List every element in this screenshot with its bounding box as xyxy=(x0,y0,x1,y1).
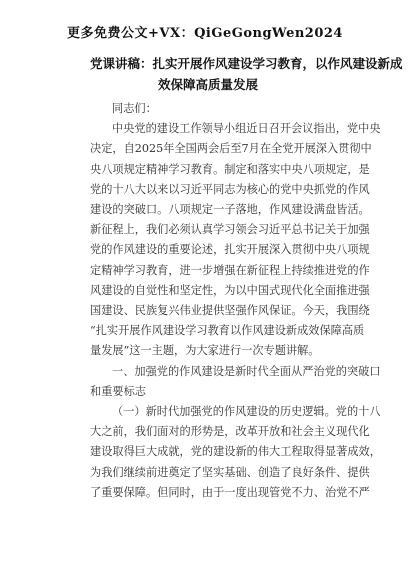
body-line: 了重要保障。但同时，由于一度出现管党不力、治党不严 xyxy=(90,485,370,499)
body-line: 定精神学习教育，进一步增强在新征程上持续推进党的作 xyxy=(90,263,370,277)
body-line: 量发展”这一主题，为大家进行一次专题讲解。 xyxy=(90,344,320,358)
body-line: “扎实开展作风建设学习教育以作风建设新成效保障高质 xyxy=(90,324,365,338)
body-line: 大之前，我们面对的形势是，改革开放和社会主义现代化 xyxy=(90,425,370,439)
body-line: 一、加强党的作风建设是新时代全面从严治党的突破口 xyxy=(112,364,381,378)
document-body xyxy=(90,99,381,503)
body-line: 新征程上，我们必须认真学习领会习近平总书记关于加强 xyxy=(90,223,370,237)
body-line: 党的作风建设的重要论述，扎实开展深入贯彻中央八项规 xyxy=(90,243,370,257)
body-line: 为我们继续前进奠定了坚实基础、创造了良好条件、提供 xyxy=(90,465,370,479)
title-line-1: 党课讲稿：扎实开展作风建设学习教育，以作风建设新成 xyxy=(90,56,403,71)
body-line: 建设的突破口。八项规定一子落地，作风建设满盘皆活。 xyxy=(90,203,370,217)
body-line: 同志们： xyxy=(112,102,157,115)
body-line: 央八项规定精神学习教育。制定和落实中央八项规定，是 xyxy=(90,162,370,176)
body-line: 风建设的自觉性和坚定性，为以中国式现代化全面推进强 xyxy=(90,283,370,297)
document-title xyxy=(90,53,403,95)
body-line: 建设取得巨大成就，党的建设新的伟大工程取得显著成效， xyxy=(90,445,381,459)
body-line: 中央党的建设工作领导小组近日召开会议指出，党中央 xyxy=(112,122,381,136)
body-line: （一）新时代加强党的作风建设的历史逻辑。党的十八 xyxy=(112,405,381,419)
body-line: 国建设、民族复兴伟业提供坚强作风保证。今天，我围绕 xyxy=(90,304,370,318)
title-line-2: 效保障高质量发展 xyxy=(158,77,259,92)
body-line: 决定，自2025年全国两会后至7月在全党开展深入贯彻中 xyxy=(90,142,372,156)
page-header: 更多免费公文+VX：QiGeGongWen2024 xyxy=(67,26,343,41)
body-line: 党的十八大以来以习近平同志为核心的党中央抓党的作风 xyxy=(90,182,370,196)
body-line: 和重要标志 xyxy=(90,384,146,398)
